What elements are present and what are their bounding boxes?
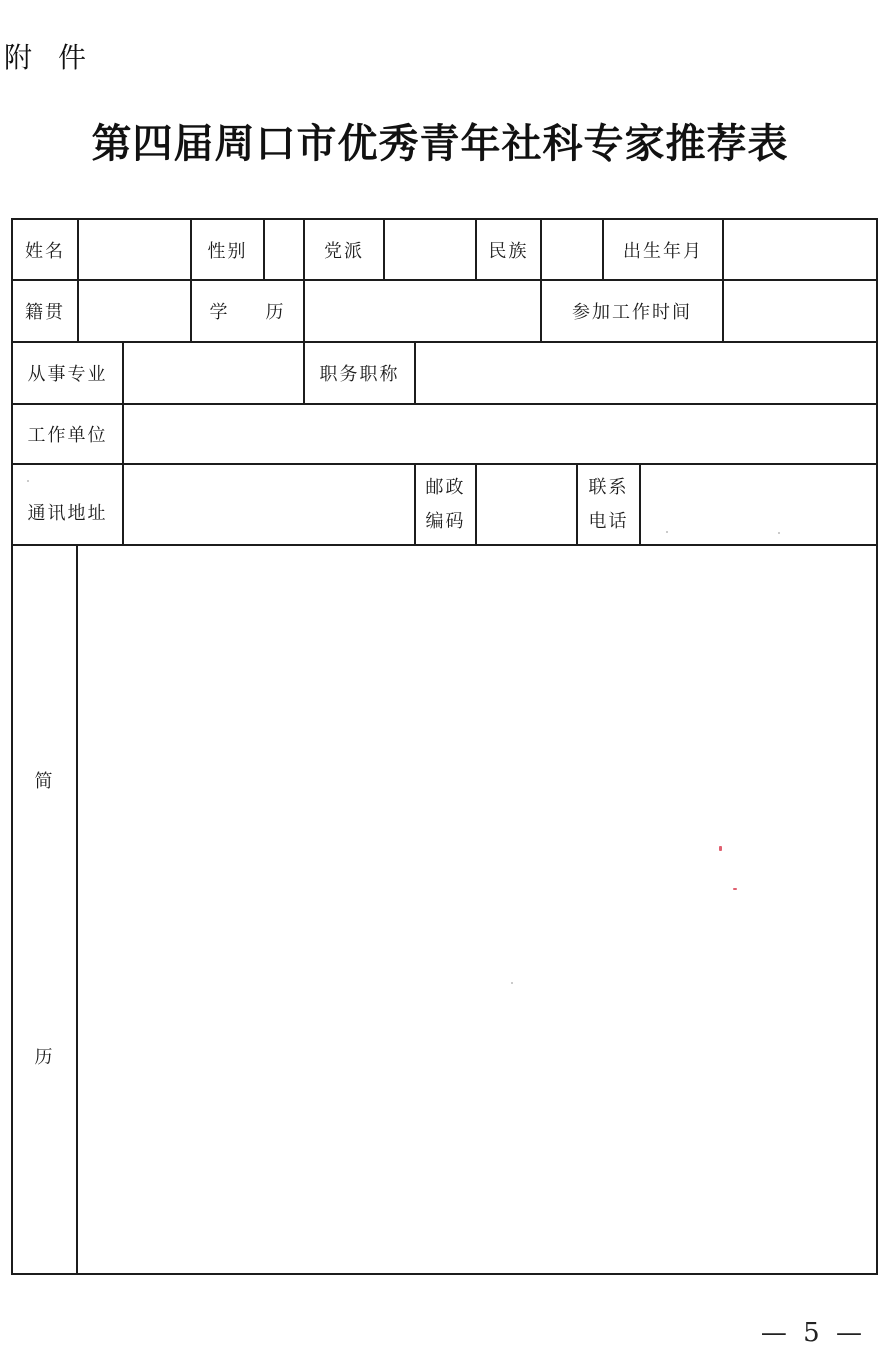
postal-label-a: 邮政 bbox=[425, 476, 466, 498]
name-label: 姓名 bbox=[25, 240, 65, 262]
attachment-label: 附件 bbox=[4, 41, 113, 74]
scan-mark bbox=[719, 846, 722, 851]
education-label-a: 学 bbox=[209, 302, 230, 323]
title-position-label: 职务职称 bbox=[319, 364, 400, 385]
employer-label: 工作单位 bbox=[27, 425, 108, 446]
ethnicity-field[interactable] bbox=[542, 220, 602, 279]
address-label: 通讯地址 bbox=[27, 503, 108, 524]
scan-speck bbox=[666, 531, 668, 533]
postal-label bbox=[416, 465, 475, 544]
form-border-right bbox=[876, 218, 878, 1275]
scan-speck bbox=[511, 982, 513, 984]
postal-label-b: 编码 bbox=[425, 510, 466, 532]
address-field[interactable] bbox=[124, 465, 414, 544]
resume-label-a: 简 bbox=[34, 771, 55, 792]
party-field[interactable] bbox=[385, 220, 475, 279]
phone-label-b: 电话 bbox=[588, 510, 629, 532]
title-position-field[interactable] bbox=[416, 343, 876, 403]
phone-label bbox=[578, 465, 639, 544]
work-start-label: 参加工作时间 bbox=[572, 302, 692, 323]
specialty-field[interactable] bbox=[124, 343, 303, 403]
birth-label: 出生年月 bbox=[623, 240, 703, 262]
name-field[interactable] bbox=[79, 220, 190, 279]
education-field[interactable] bbox=[305, 281, 540, 341]
ethnicity-label: 民族 bbox=[488, 240, 529, 262]
education-label bbox=[192, 281, 303, 341]
phone-field[interactable] bbox=[641, 465, 876, 544]
resume-label-b: 历 bbox=[34, 1047, 55, 1068]
specialty-label: 从事专业 bbox=[27, 364, 108, 385]
native-place-label: 籍贯 bbox=[25, 302, 65, 323]
birth-field[interactable] bbox=[724, 220, 876, 279]
scan-speck bbox=[778, 532, 780, 534]
scan-mark bbox=[733, 888, 737, 890]
gender-field[interactable] bbox=[265, 220, 303, 279]
postal-field[interactable] bbox=[477, 465, 576, 544]
form-border-bottom bbox=[11, 1273, 878, 1275]
education-label-b: 历 bbox=[265, 302, 286, 323]
page-number: — 5 — bbox=[760, 1318, 866, 1348]
scan-speck bbox=[27, 480, 29, 482]
party-label: 党派 bbox=[324, 240, 364, 262]
phone-label-a: 联系 bbox=[588, 476, 629, 498]
resume-field[interactable] bbox=[78, 546, 876, 1273]
employer-field[interactable] bbox=[124, 405, 876, 463]
page-title: 第四届周口市优秀青年社科专家推荐表 bbox=[91, 120, 789, 167]
work-start-field[interactable] bbox=[724, 281, 876, 341]
gender-label: 性别 bbox=[207, 240, 248, 262]
native-place-field[interactable] bbox=[79, 281, 190, 341]
